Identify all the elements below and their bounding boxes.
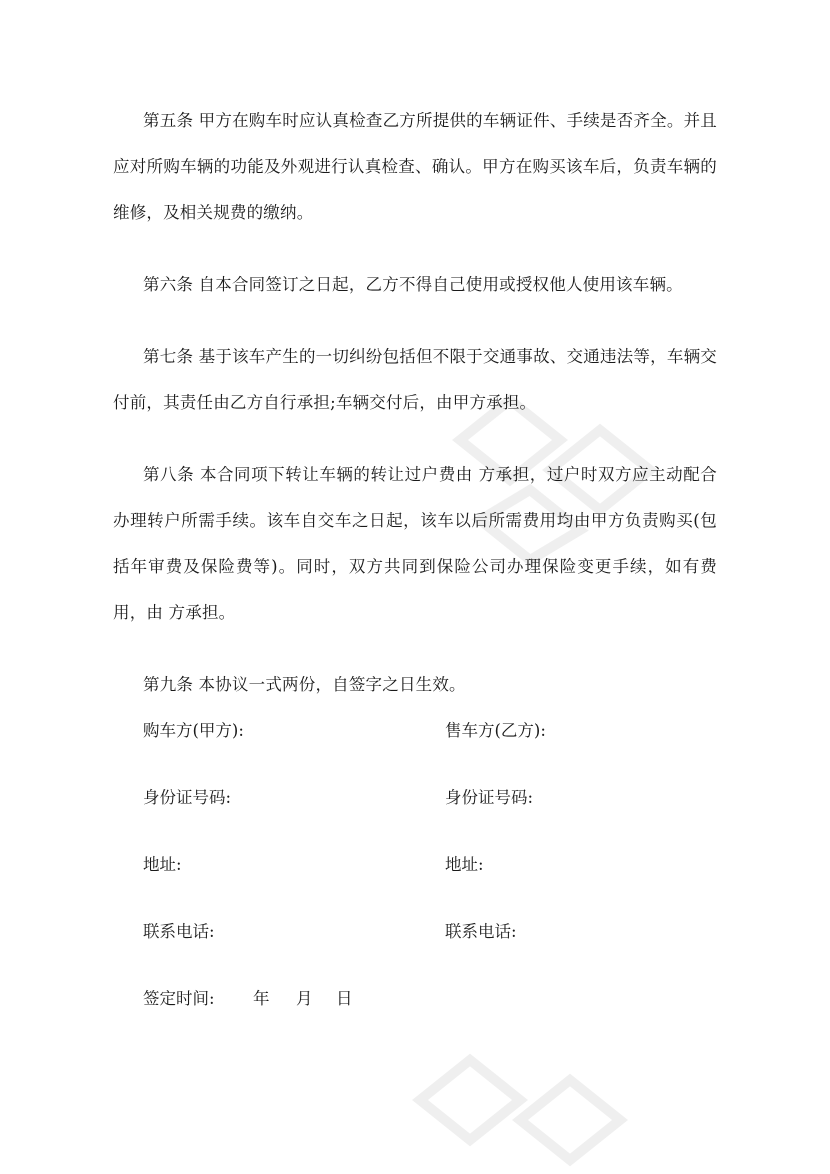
article-5: 第五条 甲方在购车时应认真检查乙方所提供的车辆证件、手续是否齐全。并且应对所购车辆的功能及外观进行认真检查、确认。甲方在购买该车后，负责车辆的维修，及相关规费的缴纳。 bbox=[113, 111, 717, 222]
date-label: 签定时间: bbox=[143, 989, 215, 1008]
buyer-phone-label: 联系电话: bbox=[143, 922, 215, 941]
article-8: 第八条 本合同项下转让车辆的转让过户费由 方承担，过户时双方应主动配合办理转户所需手续。该车自交车之日起，该车以后所需费用均由甲方负责购买(包括年审费及保险费等)。同时，双方共同到保险公司办理保险变更手续，如有费用，由 方承担。 bbox=[113, 465, 717, 622]
buyer-address-label: 地址: bbox=[143, 855, 182, 874]
signature-row-date bbox=[143, 984, 663, 1014]
month-label: 月 bbox=[296, 989, 313, 1008]
signature-row-id bbox=[143, 783, 663, 850]
seller-label: 售车方(乙方): bbox=[445, 721, 546, 740]
signature-row-party bbox=[143, 716, 663, 783]
seller-phone-label: 联系电话: bbox=[445, 922, 517, 941]
signature-block bbox=[143, 716, 663, 1014]
day-label: 日 bbox=[336, 989, 353, 1008]
article-7: 第七条 基于该车产生的一切纠纷包括但不限于交通事故、交通违法等，车辆交付前，其责任由乙方自行承担;车辆交付后，由甲方承担。 bbox=[113, 347, 717, 412]
contract-body bbox=[113, 98, 717, 708]
article-6: 第六条 自本合同签订之日起，乙方不得自己使用或授权他人使用该车辆。 bbox=[143, 275, 683, 294]
signature-row-address bbox=[143, 850, 663, 917]
seller-id-label: 身份证号码: bbox=[445, 788, 534, 807]
buyer-label: 购车方(甲方): bbox=[143, 721, 244, 740]
article-9: 第九条 本协议一式两份，自签字之日生效。 bbox=[143, 675, 466, 694]
buyer-id-label: 身份证号码: bbox=[143, 788, 232, 807]
seller-address-label: 地址: bbox=[445, 855, 484, 874]
year-label: 年 bbox=[253, 989, 270, 1008]
signature-row-phone bbox=[143, 917, 663, 984]
watermark-icon bbox=[400, 1040, 640, 1174]
